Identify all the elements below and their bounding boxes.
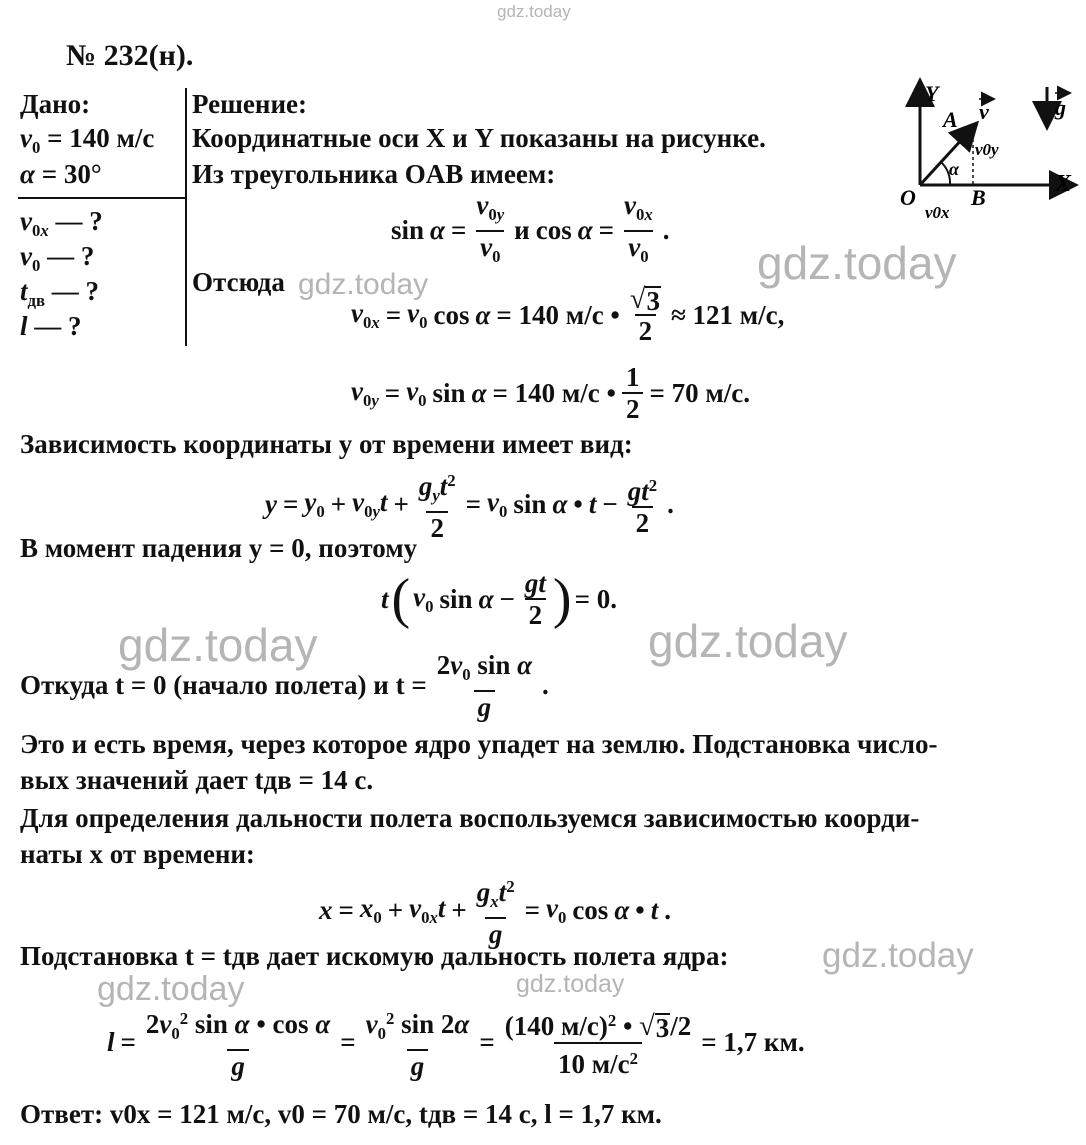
formula-sin-cos: sin α = $\frac{v_{0y}}{v_0}$ и cos α = $\frac{v_{0x}}{v_0}$ . [388, 190, 673, 272]
given-divider-vertical [185, 88, 187, 346]
problem-number: № 232(н). [66, 39, 194, 72]
formula-otkuda: Откуда t = 0 (начало полета) и t = $\frac{2v_0 \sin \alpha}{g}$ . [20, 650, 549, 722]
watermark: gdz.today [757, 237, 957, 289]
solution-line1: Координатные оси X и Y показаны на рисунке. [192, 123, 766, 153]
unknown-tdv: $t_{дв}$ — ? [20, 276, 100, 310]
given-v0-value: 140 м/с [69, 123, 155, 153]
watermark: gdz.today [822, 936, 974, 975]
l-result: = 1,7 км. [701, 1027, 805, 1058]
dependence-y-text: Зависимость координаты y от времени имеет вид: [20, 429, 633, 459]
point-a-label: A [943, 107, 958, 132]
substitution-text: Подстановка t = tдв дает искомую дальность полета ядра: [20, 941, 729, 971]
range-line2: наты x от времени: [20, 839, 255, 869]
given-alpha-value: 30° [63, 159, 102, 189]
solution-header: Решение: [192, 89, 307, 119]
otsyuda-label: Отсюда [192, 267, 285, 297]
formula-fall-time: t ( $v_0$ sin α − $\frac{gt}{2}$ ) = 0. [381, 568, 617, 630]
x-axis-label: X [1055, 171, 1072, 197]
given-alpha: α = 30° [20, 159, 102, 189]
watermark: gdz.today [298, 268, 429, 301]
formula-y-t: y = $y_0$ + $v_{0y}t$ + $\frac{g_yt^2}{2}$ = $v_0$ sin α • t − $\frac{gt^2}{2}$ . [265, 471, 674, 544]
watermark-top: gdz.today [497, 2, 571, 21]
v0y-result: = 70 м/с. [649, 377, 750, 408]
range-line1: Для определения дальности полета воспользуемся зависимостью коорди- [20, 803, 920, 833]
unknown-l: l — ? [20, 311, 82, 341]
alpha-label: α [949, 159, 959, 179]
formula-v0x: $v_{0x}$ = $v_0$ cos α = 140 м/с • √ 3 2 ≈ 121 м/с, [351, 284, 785, 347]
given-divider-horizontal [18, 197, 185, 199]
answer-text: Ответ: v0x = 121 м/с, v0 = 70 м/с, tдв = 14 с, l = 1,7 км. [20, 1099, 662, 1129]
watermark: gdz.today [97, 970, 245, 1008]
watermark: gdz.today [118, 619, 318, 671]
formula-v0y: $v_{0y}$ = $v_0$ sin α = 140 м/с • $\frac{1}{2}$ = 70 м/с. [351, 362, 750, 424]
point-b-label: B [971, 185, 986, 210]
velocity-vector [920, 125, 975, 185]
watermark: gdz.today [516, 970, 625, 998]
v0x-result: ≈ 121 м/с, [670, 299, 785, 330]
v-label: v [979, 99, 989, 124]
watermark: gdz.today [648, 615, 848, 667]
unknown-v0x: $v_{0x}$ — ? [20, 206, 103, 240]
fall-moment-text: В момент падения y = 0, поэтому [20, 533, 418, 563]
unknown-v0: $v_0$ — ? [20, 241, 95, 275]
y-axis-label: Y [925, 81, 939, 106]
v0x-label: v0x [925, 203, 950, 222]
origin-label: O [900, 185, 916, 210]
given-header: Дано: [20, 89, 91, 119]
solution-line2: Из треугольника OAB имеем: [192, 159, 556, 189]
v0y-label: v0y [975, 140, 999, 159]
g-label: g [1055, 95, 1066, 120]
time-line2: вых значений дает tдв = 14 с. [20, 765, 374, 795]
coordinate-figure [895, 75, 1080, 230]
formula-l: l = $\frac{2v_0^2 \sin \alpha • \cos \alpha}{g}$ = $\frac{v_0^2 \sin 2\alpha}{g}$ = (140 м/с)$^2$ • √ 3 /2 10 $м/с^2$ = 1,7 км. [107, 1009, 805, 1082]
formula-x-t: x = $x_0$ + $v_{0x}t$ + $\frac{g_xt^2}{g}$ = $v_0$ cos α • t . [319, 877, 671, 950]
given-v0: $v_0 = 140$ м/с [20, 123, 155, 157]
time-line1: Это и есть время, через которое ядро упадет на землю. Подстановка число- [20, 729, 938, 759]
otkuda-text: Откуда t = 0 (начало полета) и t = [20, 670, 427, 701]
